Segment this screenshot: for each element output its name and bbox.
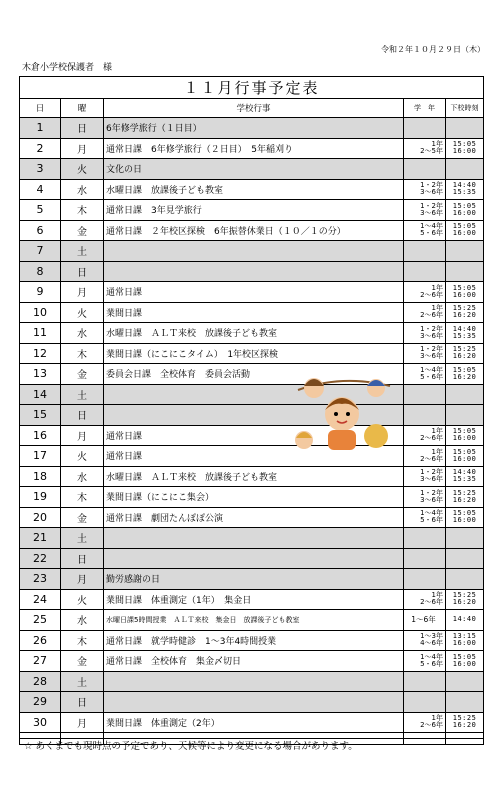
time-line: 16:00 [452,147,477,156]
grade-cell [404,589,446,610]
grade-cell [404,528,446,549]
event-cell: 業間日課（にこにこタイム） 1年校区探検 [104,343,404,364]
header-event: 学校行事 [104,99,404,118]
event-cell: 水曜日課 放課後子ども教室 [104,179,404,200]
time-line: 15:05 [452,652,477,661]
weekday-cell: 火 [61,159,104,180]
day-cell: 4 [20,179,61,200]
day-cell: 16 [20,425,61,446]
time-line: 15:25 [452,488,477,497]
time-line: 16:00 [452,639,477,648]
time-cell [446,425,484,446]
event-cell: 通常日課 劇団たんぽぽ公演 [104,507,404,528]
time-cell [446,446,484,467]
grade-cell [404,548,446,569]
basket-icon [364,424,388,448]
day-cell: 2 [20,138,61,159]
grade-cell [404,405,446,426]
schedule-row [20,446,484,467]
weekday-cell: 木 [61,343,104,364]
schedule-row [20,671,484,692]
day-cell: 11 [20,323,61,344]
page-title: １１月行事予定表 [20,77,484,99]
grade-line: 5・6年 [420,659,443,668]
time-cell [446,159,484,180]
event-cell [104,261,404,282]
weekday-cell: 土 [61,671,104,692]
weekday-cell: 日 [61,548,104,569]
weekday-cell: 水 [61,610,104,631]
time-cell [446,507,484,528]
grade-cell [404,384,446,405]
grade-cell [404,118,446,139]
grade-cell [404,302,446,323]
schedule-row [20,651,484,672]
event-cell: 6年修学旅行（１日目） [104,118,404,139]
grade-line: 2～5年 [420,147,443,156]
time-line: 15:05 [452,427,477,436]
time-line: 16:00 [452,434,477,443]
weekday-cell: 火 [61,589,104,610]
event-cell [104,692,404,713]
weekday-cell: 月 [61,425,104,446]
weekday-cell: 月 [61,138,104,159]
schedule-row [20,589,484,610]
time-line: 14:40 [452,324,477,333]
grade-line: 1・2年 [420,324,443,333]
time-line: 16:00 [452,659,477,668]
day-cell: 20 [20,507,61,528]
time-cell [446,589,484,610]
grade-line: 2～6年 [420,454,443,463]
time-line: 15:25 [452,714,477,723]
grade-cell [404,241,446,262]
grade-cell [404,507,446,528]
time-line: 13:15 [452,632,477,641]
time-cell [446,528,484,549]
time-cell [446,200,484,221]
time-line: 16:20 [452,372,477,381]
grade-cell [404,343,446,364]
header-time: 下校時刻 [446,99,484,118]
schedule-row [20,548,484,569]
time-cell [446,261,484,282]
schedule-row [20,282,484,303]
day-cell: 19 [20,487,61,508]
schedule-row [20,384,484,405]
grade-line: 3～6年 [420,331,443,340]
time-cell [446,343,484,364]
weekday-cell: 木 [61,487,104,508]
weekday-cell: 土 [61,241,104,262]
day-cell: 13 [20,364,61,385]
grade-line: 2～6年 [420,721,443,730]
schedule-row [20,179,484,200]
grade-cell [404,179,446,200]
grade-line: 3～6年 [420,495,443,504]
grade-cell [404,364,446,385]
day-cell: 8 [20,261,61,282]
grade-cell [404,425,446,446]
grade-line: 3～6年 [420,475,443,484]
day-cell: 18 [20,466,61,487]
event-cell: 通常日課 [104,282,404,303]
schedule-row [20,302,484,323]
time-cell [446,651,484,672]
time-cell [446,241,484,262]
grade-line: 1～4年 [420,222,443,231]
day-cell: 26 [20,630,61,651]
time-cell [446,179,484,200]
schedule-row [20,200,484,221]
day-cell: 1 [20,118,61,139]
time-line: 16:00 [452,229,477,238]
event-cell: 勤労感謝の日 [104,569,404,590]
event-cell: 通常日課 就学時健診 1～3年4時間授業 [104,630,404,651]
time-line: 16:20 [452,352,477,361]
grade-cell [404,466,446,487]
event-cell [104,548,404,569]
day-cell: 24 [20,589,61,610]
grade-cell [404,159,446,180]
day-cell: 30 [20,712,61,733]
time-cell [446,282,484,303]
time-line: 15:05 [452,283,477,292]
header-row [20,99,484,118]
event-cell: 業間日課 体重測定（2年） [104,712,404,733]
schedule-row [20,118,484,139]
weekday-cell: 金 [61,220,104,241]
time-line: 16:00 [452,208,477,217]
schedule-row [20,323,484,344]
grade-line: 1年 [431,140,443,149]
schedule-row [20,159,484,180]
schedule-row [20,630,484,651]
header-weekday: 曜 [61,99,104,118]
event-cell: 委員会日課 全校体育 委員会活動 [104,364,404,385]
day-cell: 7 [20,241,61,262]
event-cell: 業間日課 [104,302,404,323]
grade-line: 1年 [431,427,443,436]
time-line: 15:05 [452,140,477,149]
grade-line: 1年 [431,591,443,600]
weekday-cell: 金 [61,651,104,672]
grade-line: 3～6年 [420,208,443,217]
grade-line: 1年 [431,714,443,723]
weekday-cell: 日 [61,405,104,426]
grade-line: 1・2年 [420,468,443,477]
grade-cell [404,220,446,241]
day-cell: 23 [20,569,61,590]
time-line: 15:25 [452,591,477,600]
grade-line: 1～3年 [420,632,443,641]
schedule-row [20,507,484,528]
time-cell [446,405,484,426]
day-cell: 6 [20,220,61,241]
event-cell: 通常日課 全校体育 集金〆切日 [104,651,404,672]
time-line: 15:05 [452,201,477,210]
grade-line: 1・2年 [420,345,443,354]
time-line: 16:00 [452,516,477,525]
grade-cell [404,692,446,713]
schedule-row [20,610,484,631]
day-cell: 22 [20,548,61,569]
schedule-row [20,343,484,364]
addressee: 木倉小学校保護者 様 [22,63,113,73]
grade-line: 1年 [431,283,443,292]
day-cell: 28 [20,671,61,692]
time-line: 15:25 [452,345,477,354]
schedule-row [20,712,484,733]
weekday-cell: 水 [61,179,104,200]
grade-cell [404,200,446,221]
time-line: 15:35 [452,188,477,197]
time-line: 15:05 [452,447,477,456]
grade-cell [404,651,446,672]
time-cell [446,323,484,344]
event-cell [104,241,404,262]
schedule-row [20,364,484,385]
time-cell [446,487,484,508]
grade-cell [404,712,446,733]
time-cell [446,569,484,590]
event-cell: 文化の日 [104,159,404,180]
day-cell: 12 [20,343,61,364]
time-cell [446,118,484,139]
header-day: 日 [20,99,61,118]
children-illustration [292,366,396,458]
grade-cell [404,261,446,282]
time-line: 16:00 [452,290,477,299]
weekday-cell: 月 [61,569,104,590]
grade-cell [404,569,446,590]
footer-note: ☆ あくまでも現時点の予定であり、天候等により変更になる場合があります。 [24,741,358,752]
time-cell [446,548,484,569]
event-cell [104,528,404,549]
weekday-cell: 火 [61,446,104,467]
grade-cell: 1～6年 [404,610,446,631]
time-line: 14:40 [452,468,477,477]
weekday-cell: 金 [61,364,104,385]
time-cell [446,712,484,733]
day-cell: 9 [20,282,61,303]
day-cell: 27 [20,651,61,672]
time-line: 15:05 [452,365,477,374]
time-cell [446,692,484,713]
schedule-row [20,692,484,713]
time-cell [446,671,484,692]
day-cell: 29 [20,692,61,713]
schedule-row [20,220,484,241]
time-line: 15:35 [452,331,477,340]
schedule-row [20,487,484,508]
weekday-cell: 木 [61,630,104,651]
weekday-cell: 月 [61,282,104,303]
event-cell: 業間日課 体重測定（1年） 集金日 [104,589,404,610]
grade-line: 2～6年 [420,434,443,443]
day-cell: 21 [20,528,61,549]
time-cell [446,630,484,651]
grade-line: 1～4年 [420,652,443,661]
schedule-row [20,569,484,590]
weekday-cell: 火 [61,302,104,323]
grade-line: 2～6年 [420,598,443,607]
grade-line: 1年 [431,304,443,313]
time-line: 15:25 [452,304,477,313]
schedule-row [20,528,484,549]
grade-line: 2～6年 [420,311,443,320]
schedule-row [20,241,484,262]
time-line: 16:20 [452,598,477,607]
event-cell: 通常日課 6年修学旅行（２日目） 5年稲刈り [104,138,404,159]
day-cell: 17 [20,446,61,467]
grade-line: 1年 [431,447,443,456]
event-cell: 水曜日課 ＡＬＴ来校 放課後子ども教室 [104,466,404,487]
event-cell: 水曜日課5時間授業 ＡＬＴ来校 集金日 放課後子ども教室 [104,610,404,631]
grade-line: 1・2年 [420,201,443,210]
time-line: 14:40 [452,181,477,190]
time-cell [446,384,484,405]
schedule-row [20,138,484,159]
grade-cell [404,630,446,651]
weekday-cell: 金 [61,507,104,528]
grade-cell [404,487,446,508]
time-cell [446,302,484,323]
time-line: 16:20 [452,311,477,320]
weekday-cell: 水 [61,323,104,344]
weekday-cell: 日 [61,261,104,282]
day-cell: 5 [20,200,61,221]
weekday-cell: 日 [61,692,104,713]
event-cell: 水曜日課 ＡＬＴ来校 放課後子ども教室 [104,323,404,344]
event-cell [104,671,404,692]
grade-line: 1～4年 [420,509,443,518]
schedule-row [20,466,484,487]
grade-line: 2～6年 [420,290,443,299]
weekday-cell: 土 [61,528,104,549]
schedule-row [20,261,484,282]
time-cell [446,138,484,159]
title-row [20,77,484,99]
grade-cell [404,282,446,303]
weekday-cell: 水 [61,466,104,487]
time-cell [446,466,484,487]
grade-line: 5・6年 [420,516,443,525]
weekday-cell: 日 [61,118,104,139]
time-line: 15:35 [452,475,477,484]
schedule-table [19,76,484,745]
event-cell: 通常日課 [104,425,404,446]
time-cell [446,364,484,385]
day-cell: 10 [20,302,61,323]
grade-line: 5・6年 [420,229,443,238]
weekday-cell: 土 [61,384,104,405]
time-cell: 14:40 [446,610,484,631]
time-line: 16:20 [452,721,477,730]
grade-cell [404,138,446,159]
header-grade: 学 年 [404,99,446,118]
day-cell: 3 [20,159,61,180]
event-cell: 通常日課 [104,446,404,467]
event-cell: 通常日課 3年見学旅行 [104,200,404,221]
schedule-row [20,425,484,446]
schedule-row [20,405,484,426]
grade-line: 5・6年 [420,372,443,381]
day-cell: 15 [20,405,61,426]
grade-line: 4～6年 [420,639,443,648]
grade-line: 1・2年 [420,181,443,190]
event-cell: 通常日課 ２年校区探検 6年振替休業日（１０／１の分） [104,220,404,241]
time-line: 16:00 [452,454,477,463]
time-cell [446,220,484,241]
issue-date: 令和２年１０月２９日（木） [381,45,485,54]
grade-line: 3～6年 [420,352,443,361]
grade-cell [404,671,446,692]
time-line: 15:05 [452,509,477,518]
weekday-cell: 木 [61,200,104,221]
grade-line: 1・2年 [420,488,443,497]
time-line: 16:20 [452,495,477,504]
grade-line: 1～4年 [420,365,443,374]
weekday-cell: 月 [61,712,104,733]
grade-line: 3～6年 [420,188,443,197]
day-cell: 25 [20,610,61,631]
grade-cell [404,323,446,344]
time-line: 15:05 [452,222,477,231]
day-cell: 14 [20,384,61,405]
grade-cell [404,446,446,467]
event-cell: 業間日課（にこにこ集会） [104,487,404,508]
